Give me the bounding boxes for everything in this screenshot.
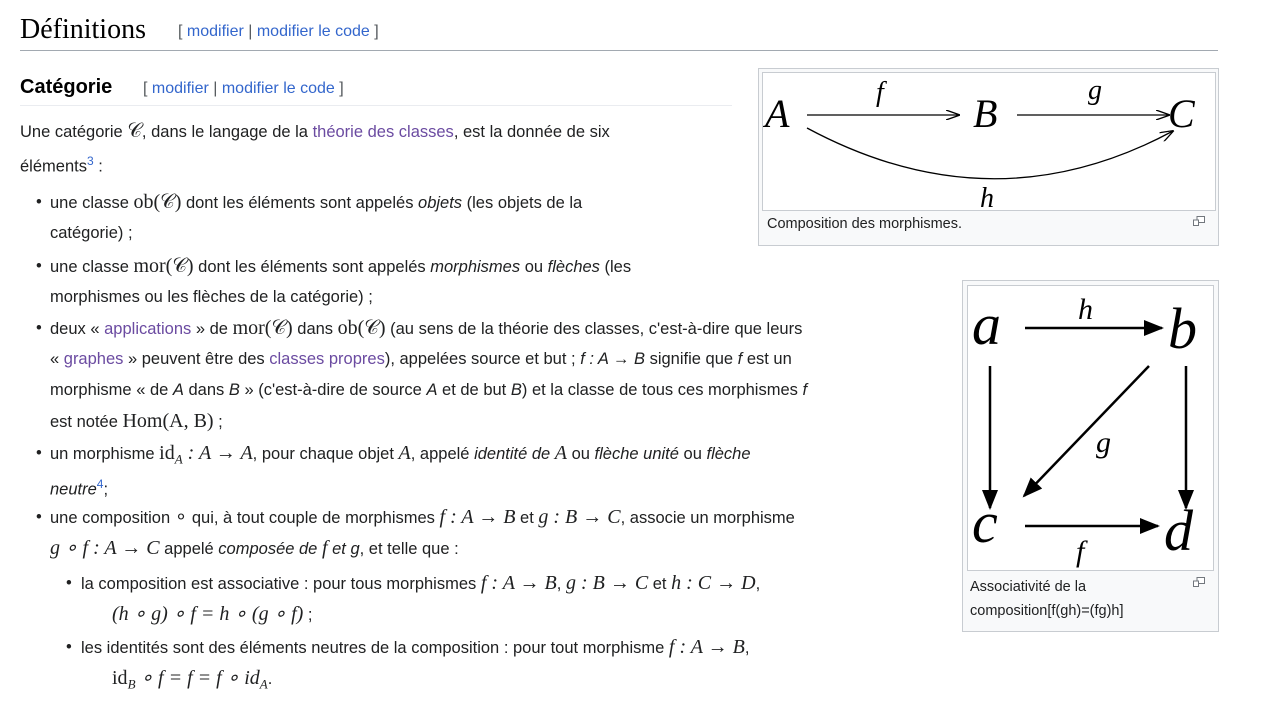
label-c: c [972, 490, 998, 555]
item-neutral-line-1: les identités sont des éléments neutres de la composition : pour tout morphisme f : A → B, [81, 636, 750, 658]
bullet-icon: • [36, 193, 42, 211]
magnify-icon[interactable] [1193, 577, 1205, 587]
label-g: g [1088, 75, 1102, 106]
item-applications-line-3: morphisme « de A dans B » (c'est-à-dire de source A et de but B) et la classe de tous ces morphismes f [50, 381, 808, 399]
item-applications-line-4: est notée Hom(A, B) ; [50, 410, 223, 432]
subsection-heading [20, 76, 732, 106]
bullet-icon: • [36, 319, 42, 337]
item-composition-line-1: une composition ∘ qui, à tout couple de morphismes f : A → B et g : B → C, associe un morphisme [50, 506, 795, 528]
item-identite-line-2: neutre$^4$; [50, 477, 109, 499]
bullet-icon: • [36, 257, 42, 275]
section-title: Définitions [20, 14, 146, 45]
link-graphes[interactable]: graphes [63, 350, 124, 368]
label-h: h [1078, 293, 1093, 326]
item-objets-line-1: une classe ob(𝒞) dont les éléments sont appelés objets (les objets de la [50, 191, 583, 213]
intro-line-1: Une catégorie 𝒞, dans le langage de la théorie des classes, est la donnée de six [20, 120, 610, 142]
intro-line-2: éléments$^3$ : [20, 154, 103, 176]
link-theorie-des-classes[interactable]: théorie des classes [312, 123, 454, 141]
subsection-title: Catégorie [20, 76, 113, 98]
label-f: f [876, 77, 884, 108]
item-composition-line-2: g ∘ f : A → C appelé composée de f et g, et telle que : [50, 537, 459, 559]
composition-diagram [763, 73, 1215, 210]
bullet-icon: • [66, 638, 72, 656]
item-morphismes-line-1: une classe mor(𝒞) dont les éléments sont appelés morphismes ou flèches (les [50, 255, 632, 277]
subsection-edit-link[interactable]: modifier [151, 80, 209, 97]
item-identite-line-1: un morphisme $id_A$ : A → A, pour chaque objet A, appelé identité de A ou flèche unité ou flèche [50, 442, 751, 467]
subsection-edit-code-link[interactable]: modifier le code [221, 80, 335, 97]
section-heading [20, 12, 1218, 51]
bullet-icon: • [36, 508, 42, 526]
figure-associativite-caption-1: Associativité de la [970, 579, 1087, 595]
label-g: g [1096, 426, 1111, 459]
item-neutral-line-2: $id_B$ ∘ f = f = f ∘ $id_A$. [112, 667, 273, 692]
label-C: C [1168, 91, 1195, 136]
label-A: A [765, 91, 790, 136]
link-applications[interactable]: applications [104, 320, 192, 338]
figure-composition-caption: Composition des morphismes. [767, 216, 963, 232]
label-f: f [1076, 535, 1085, 568]
magnify-icon[interactable] [1193, 216, 1205, 226]
item-applications-line-1: deux « applications » de mor(𝒞) dans ob(𝒞) (au sens de la théorie des classes, c'est-à-dire que leurs [50, 317, 803, 339]
item-applications-line-2: « graphes » peuvent être des classes propres), appelées source et but ; f : A → B signifie que f est un [50, 350, 792, 368]
label-B: B [973, 91, 998, 136]
figure-composition-image[interactable] [762, 72, 1216, 211]
figure-composition [758, 68, 1219, 246]
figure-associativite-caption-2: composition[f(gh)=(fg)h] [970, 603, 1124, 619]
section-edit-links: [ modifier | modifier le code ] [178, 23, 379, 40]
subsection-edit-links: [ modifier | modifier le code ] [143, 80, 344, 97]
arrow-g [1024, 366, 1149, 496]
item-morphismes-line-2: morphismes ou les flèches de la catégorie) ; [50, 288, 373, 306]
section-edit-code-link[interactable]: modifier le code [256, 23, 370, 40]
label-a: a [972, 292, 1001, 357]
figure-associativite-image[interactable] [967, 285, 1214, 571]
figure-associativite [962, 280, 1219, 632]
ref-4[interactable]: 4 [96, 477, 104, 491]
label-d: d [1164, 498, 1193, 563]
label-h: h [980, 183, 994, 210]
item-assoc-line-1: la composition est associative : pour tous morphismes f : A → B, g : B → C et h : C → D, [81, 572, 761, 594]
item-objets-line-2: catégorie) ; [50, 224, 133, 242]
associativity-diagram [968, 286, 1213, 570]
bullet-icon: • [66, 574, 72, 592]
ref-3[interactable]: 3 [86, 154, 94, 168]
item-assoc-line-2: (h ∘ g) ∘ f = h ∘ (g ∘ f) ; [112, 603, 313, 625]
bullet-icon: • [36, 444, 42, 462]
link-classes-propres[interactable]: classes propres [269, 350, 385, 368]
label-b: b [1168, 296, 1197, 361]
section-edit-link[interactable]: modifier [186, 23, 244, 40]
